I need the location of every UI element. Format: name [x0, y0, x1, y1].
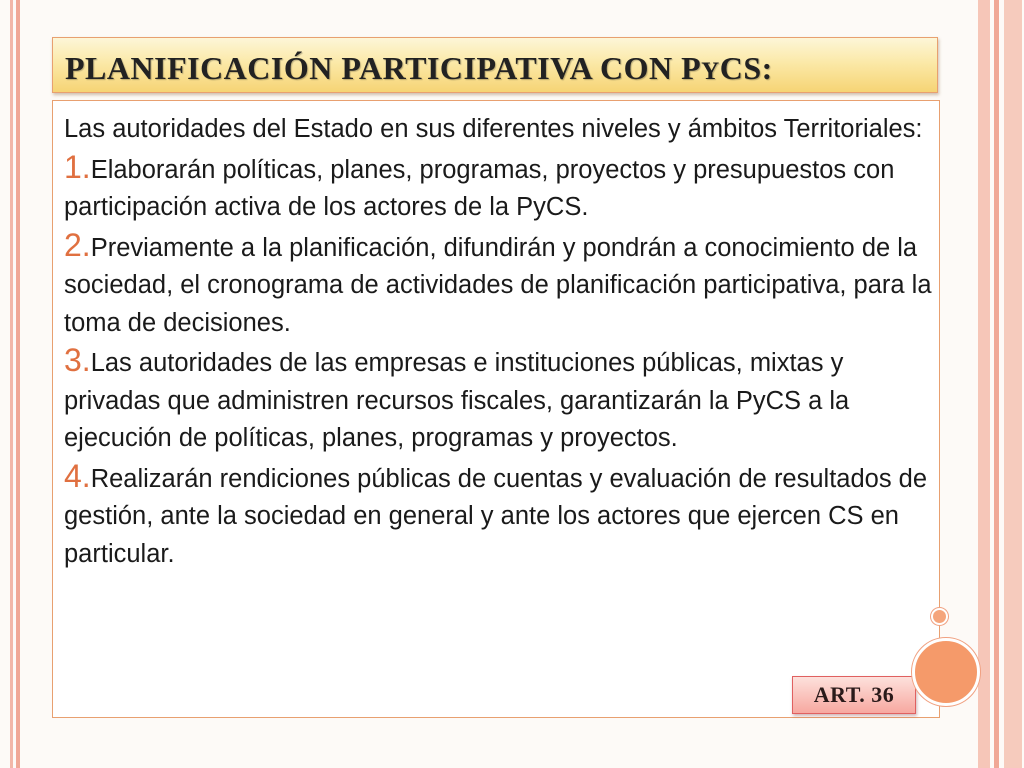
decor-circle-small — [931, 608, 948, 625]
list-item — [64, 342, 934, 458]
right-decor-stripe-1 — [978, 0, 990, 768]
slide-title — [65, 50, 773, 87]
list-item-text: Realizarán rendiciones públicas de cuentas y evaluación de resultados de gestión, ante la sociedad en general y ante los actores que ejercen CS en particular. — [64, 464, 928, 568]
decor-circle-large — [912, 638, 980, 706]
list-item — [64, 458, 934, 574]
list-item-number: 4. — [64, 457, 91, 494]
right-decor-stripe-2 — [994, 0, 999, 768]
list-item-text: Previamente a la planificación, difundirán y pondrán a conocimiento de la sociedad, el cronograma de actividades de planificación participativa, para la toma de decisiones. — [64, 233, 932, 337]
slide-content — [64, 111, 934, 573]
left-decor-stripe — [16, 0, 20, 768]
right-decor-stripe-3 — [1004, 0, 1022, 768]
list-item-number: 1. — [64, 148, 91, 185]
article-badge: ART. 36 — [792, 676, 916, 714]
list-item — [64, 227, 934, 343]
slide-title-main: PLANIFICACIÓN PARTICIPATIVA CON P — [65, 50, 702, 86]
slide-title-cs: CS — [719, 50, 762, 86]
list-item — [64, 149, 934, 227]
list-item-number: 3. — [64, 342, 91, 378]
slide-title-small-y: Y — [701, 58, 720, 85]
intro-paragraph: Las autoridades del Estado en sus diferentes niveles y ámbitos Territoriales: — [64, 115, 923, 143]
list-item-text: Elaborarán políticas, planes, programas, proyectos y presupuestos con participación activa de los actores de la PyCS. — [64, 155, 895, 221]
left-decor-stripe-thin — [10, 0, 13, 768]
list-item-number: 2. — [64, 226, 91, 263]
slide-content-box — [52, 100, 940, 718]
slide-title-colon: : — [761, 50, 773, 86]
slide-title-box — [52, 37, 938, 93]
list-item-text: Las autoridades de las empresas e instituciones públicas, mixtas y privadas que administren recursos fiscales, garantizarán la PyCS a la ejecución de políticas, planes, programas y proyectos. — [64, 349, 850, 452]
